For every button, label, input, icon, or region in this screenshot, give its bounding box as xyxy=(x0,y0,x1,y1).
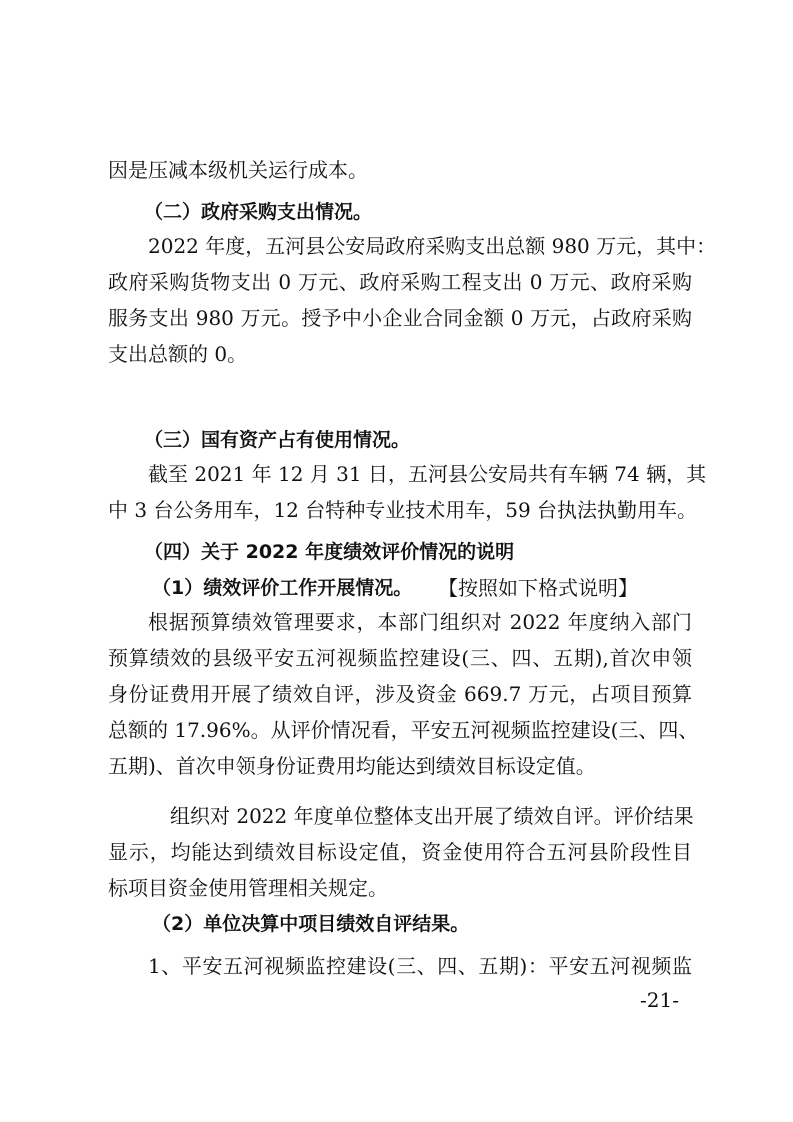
paragraph-line: 1、平安五河视频监控建设(三、四、五期)：平安五河视频监 xyxy=(148,954,692,978)
paragraph-line: 因是压减本级机关运行成本。 xyxy=(108,158,368,182)
section-heading-performance: （四）关于 2022 年度绩效评价情况的说明 xyxy=(144,541,515,563)
paragraph-line: 截至 2021 年 12 月 31 日，五河县公安局共有车辆 74 辆，其 xyxy=(148,462,707,486)
section-heading-procurement: （二）政府采购支出情况。 xyxy=(144,201,373,223)
subsection-heading-work: （1）绩效评价工作开展情况。 xyxy=(152,577,413,599)
section-heading-state-assets: （三）国有资产占有使用情况。 xyxy=(144,429,411,451)
page-number: -21- xyxy=(640,988,679,1012)
paragraph-line: 总额的 17.96%。从评价情况看，平安五河视频监控建设(三、四、 xyxy=(108,718,699,742)
paragraph-line: 2022 年度，五河县公安局政府采购支出总额 980 万元，其中： xyxy=(148,234,717,258)
paragraph-line: 政府采购货物支出 0 万元、政府采购工程支出 0 万元、政府采购 xyxy=(108,270,692,294)
paragraph-line: 组织对 2022 年度单位整体支出开展了绩效自评。评价结果 xyxy=(170,804,694,828)
paragraph-line: 标项目资金使用管理相关规定。 xyxy=(108,876,388,900)
paragraph-line: 支出总额的 0。 xyxy=(108,342,248,366)
paragraph-line: 服务支出 980 万元。授予中小企业合同金额 0 万元，占政府采购 xyxy=(108,306,692,330)
subsection-heading-results: （2）单位决算中项目绩效自评结果。 xyxy=(152,913,470,935)
format-note: 【按照如下格式说明】 xyxy=(438,576,638,600)
paragraph-line: 中 3 台公务用车，12 台特种专业技术用车，59 台执法执勤用车。 xyxy=(108,498,698,522)
paragraph-line: 根据预算绩效管理要求，本部门组织对 2022 年度纳入部门 xyxy=(148,610,692,634)
paragraph-line: 预算绩效的县级平安五河视频监控建设(三、四、五期),首次申领 xyxy=(108,646,692,670)
paragraph-line: 显示，均能达到绩效目标设定值，资金使用符合五河县阶段性目 xyxy=(108,840,692,864)
paragraph-line: 身份证费用开展了绩效自评，涉及资金 669.7 万元，占项目预算 xyxy=(108,682,692,706)
paragraph-line: 五期)、首次申领身份证费用均能达到绩效目标设定值。 xyxy=(108,754,596,778)
